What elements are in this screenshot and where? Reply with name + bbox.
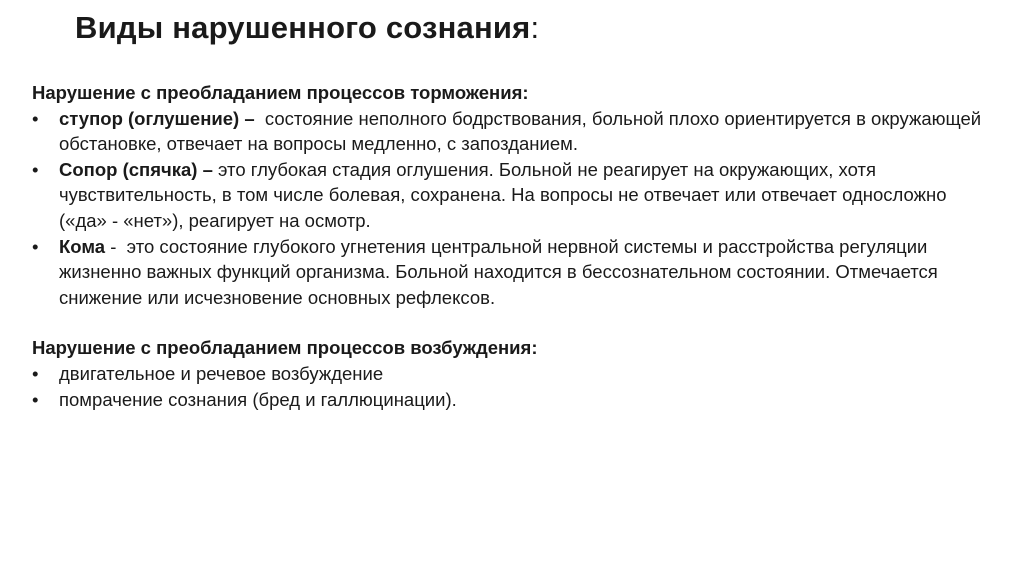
- term-stupor: ступор (оглушение) –: [59, 107, 255, 129]
- inhibition-list: [32, 106, 992, 311]
- bullet-icon: •: [32, 158, 39, 180]
- item-agitation-text: двигательное и речевое возбуждение: [59, 362, 384, 384]
- section-heading-excitation: Нарушение с преобладанием процессов возбуждения:: [32, 337, 538, 359]
- definition-sopor: это глубокая стадия оглушения. Больной не реагирует на окружающих, хотя чувствительность, в том числе болевая, сохранена. На вопросы не отвечает или отвечает односложно («да» - «нет»), реагирует на осмотр.: [59, 158, 952, 231]
- list-item-coma: [32, 234, 992, 311]
- slide-title: [75, 8, 539, 48]
- list-item-sopor: [32, 157, 992, 234]
- section-heading-inhibition: Нарушение с преобладанием процессов торможения:: [32, 82, 529, 103]
- definition-coma: - это состояние глубокого угнетения центральной нервной системы и расстройства регуляции жизненно важных функций организма. Больной находится в бессознательном состоянии. Отмечается снижение или исчезновение основных рефлексов.: [59, 235, 943, 308]
- bullet-icon: •: [32, 362, 39, 384]
- slide-title-text: Виды нарушенного сознания: [75, 10, 531, 45]
- bullet-icon: •: [32, 107, 39, 129]
- bullet-icon: •: [32, 388, 39, 410]
- bullet-icon: •: [32, 235, 39, 257]
- definition-stupor: состояние неполного бодрствования, больной плохо ориентируется в окружающей обстановке, отвечает на вопросы медленно, с запозданием.: [59, 107, 987, 155]
- slide-content: [32, 80, 992, 412]
- excitation-list: [32, 361, 992, 412]
- item-clouding-text: помрачение сознания (бред и галлюцинации).: [59, 388, 457, 410]
- list-item-stupor: [32, 106, 992, 157]
- list-item-agitation: [32, 361, 992, 387]
- slide-title-colon: :: [530, 10, 540, 45]
- list-item-clouding: [32, 387, 992, 413]
- term-coma: Кома: [59, 235, 106, 257]
- section-spacer: [32, 310, 992, 335]
- term-sopor: Сопор (спячка) –: [59, 158, 213, 180]
